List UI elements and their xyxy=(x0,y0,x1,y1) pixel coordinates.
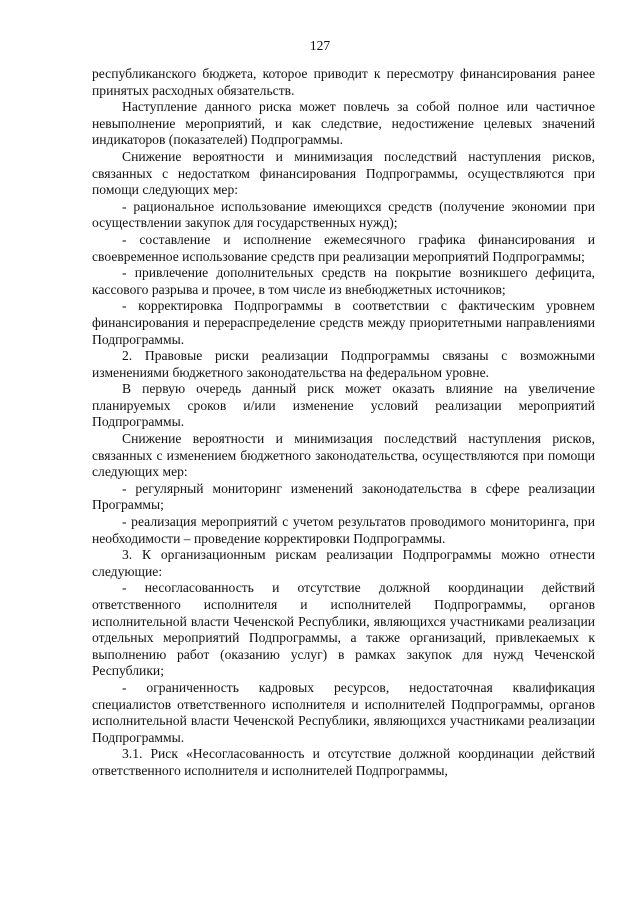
list-item-additional-funds: - привлечение дополнительных средств на покрытие возникшего дефицита, кассового разрыва и прочее, в том числе из внебюджетных источников; xyxy=(92,265,595,297)
paragraph-legal-risks: 2. Правовые риски реализации Подпрограммы связаны с возможными изменениями бюджетного законодательства на федеральном уровне. xyxy=(92,348,595,380)
page-number: 127 xyxy=(309,38,331,53)
list-item-staff-resources: - ограниченность кадровых ресурсов, недостаточная квалификация специалистов ответственного исполнителя и исполнителей Подпрограммы, органов исполнительной власти Чеченской Республики, являющихся участниками реализации Подпрограммы. xyxy=(92,679,595,745)
list-item-subprogram-adjustment: - корректировка Подпрограммы в соответствии с фактическим уровнем финансирования и перераспределение средств между приоритетными направлениями Подпрограммы. xyxy=(92,298,595,347)
paragraph-organizational-risks: 3. К организационным рискам реализации Подпрограммы можно отнести следующие: xyxy=(92,547,595,579)
paragraph-financing-measures-intro: Снижение вероятности и минимизация последствий наступления рисков, связанных с недостатком финансирования Подпрограммы, осуществляются при помощи следующих мер: xyxy=(92,148,595,198)
paragraph-risk-3-1: 3.1. Риск «Несогласованность и отсутствие должной координации действий ответственного исполнителя и исполнителей Подпрограммы, xyxy=(92,746,595,778)
list-item-monitoring: - регулярный мониторинг изменений законодательства в сфере реализации Программы; xyxy=(92,480,595,513)
paragraph-legal-measures-intro: Снижение вероятности и минимизация последствий наступления рисков, связанных с изменением бюджетного законодательства, осуществляются при помощи следующих мер: xyxy=(92,431,595,480)
list-item-monthly-schedule: - составление и исполнение ежемесячного графика финансирования и своевременное использование средств при реализации мероприятий Подпрограммы; xyxy=(92,231,595,264)
paragraph-budget-continuation: республиканского бюджета, которое приводит к пересмотру финансирования ранее принятых расходных обязательств. xyxy=(92,66,595,98)
paragraph-risk-consequence: Наступление данного риска может повлечь за собой полное или частичное невыполнение мероприятий, и как следствие, недостижение целевых значений индикаторов (показателей) Подпрограммы. xyxy=(92,99,595,148)
list-item-rational-use: - рациональное использование имеющихся средств (получение экономии при осуществлении закупок для государственных нужд); xyxy=(92,198,595,231)
list-item-monitoring-results: - реализация мероприятий с учетом результатов проводимого мониторинга, при необходимости – проведение корректировки Подпрограммы. xyxy=(92,514,595,546)
document-body xyxy=(92,66,595,780)
list-item-coordination: - несогласованность и отсутствие должной координации действий ответственного исполнителя и исполнителей Подпрограммы, органов исполнительной власти Чеченской Республики, являющихся участниками реализации отдельных мероприятий Подпрограммы, а также организаций, привлекаемых к выполнению работ (оказанию услуг) в рамках закупок для нужд Чеченской Республики; xyxy=(92,580,595,679)
paragraph-legal-risk-impact: В первую очередь данный риск может оказать влияние на увеличение планируемых сроков и/или изменение условий реализации мероприятий Подпрограммы. xyxy=(92,381,595,430)
